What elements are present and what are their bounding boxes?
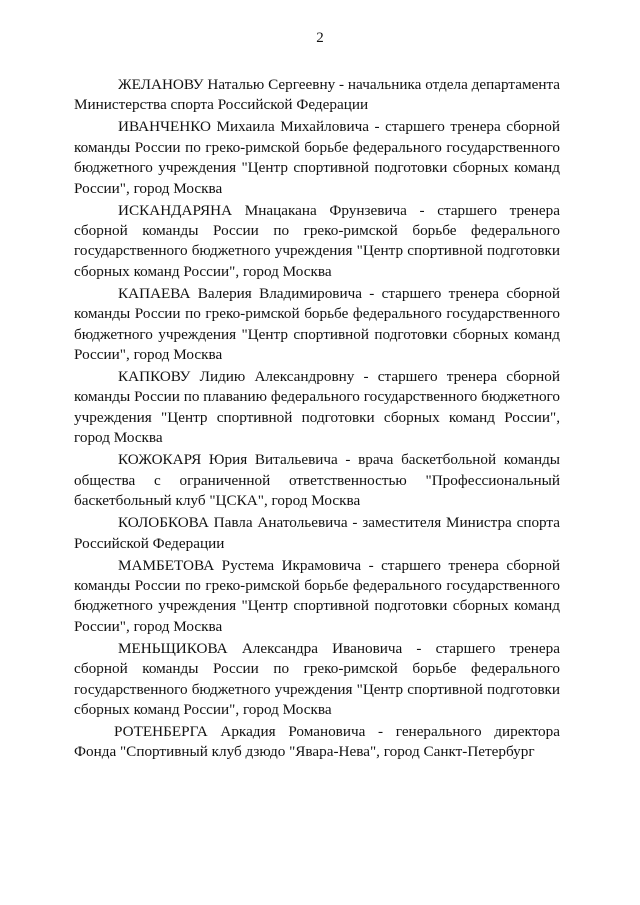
list-item xyxy=(74,450,560,511)
list-item xyxy=(74,117,560,199)
person-surname: ЖЕЛАНОВУ xyxy=(118,76,204,93)
list-item xyxy=(74,75,560,116)
list-item xyxy=(74,284,560,366)
person-details: Валерия Владимировича - старшего тренера сборной команды России по греко-римской борьбе федерального государственного бюджетного учреждения "Центр спортивной подготовки сборных команд России", город Москва xyxy=(74,284,561,364)
person-details: Рустема Икрамовича - старшего тренера сборной команды России по греко-римской борьбе федерального государственного бюджетного учреждения "Центр спортивной подготовки сборных команд России", город Москва xyxy=(74,556,561,635)
person-details: Мнацакана Фрунзевича - старшего тренера сборной команды России по греко-римской борьбе федерального государственного бюджетного учреждения "Центр спортивной подготовки сборных команд России", город Москва xyxy=(74,201,561,280)
list-item xyxy=(74,556,560,638)
person-surname: КОЛОБКОВА xyxy=(118,514,209,532)
person-surname: ИВАНЧЕНКО xyxy=(118,118,211,136)
person-details: Михаила Михайловича - старшего тренера сборной команды России по греко-римской борьбе федерального государственного бюджетного учреждения "Центр спортивной подготовки сборных команд России", город Москва xyxy=(74,118,560,197)
award-list xyxy=(74,75,560,764)
person-surname: МАМБЕТОВА xyxy=(118,556,215,574)
list-item xyxy=(74,722,560,763)
person-surname: МЕНЬЩИКОВА xyxy=(118,639,228,657)
person-details: Лидию Александровну - старшего тренера сборной команды России по плаванию федерального государственного бюджетного учреждения "Центр спортивной подготовки сборных команд России", город Москва xyxy=(74,368,560,447)
list-item xyxy=(74,639,560,721)
person-details: Павла Анатольевича - заместителя Министра спорта Российской Федерации xyxy=(74,514,561,552)
person-surname: КАПКОВУ xyxy=(118,368,191,386)
person-surname: РОТЕНБЕРГА xyxy=(114,722,208,740)
person-details: Наталью Сергеевну - начальника отдела департамента Министерства спорта Российской Федерации xyxy=(74,76,561,114)
person-details: Юрия Витальевича - врача баскетбольной команды общества с ограниченной ответственностью "Профессиональный баскетбольный клуб "ЦСКА", город Москва xyxy=(74,451,561,510)
list-item xyxy=(74,367,560,449)
page-number: 2 xyxy=(316,30,324,46)
list-item xyxy=(74,201,560,283)
person-surname: КОЖОКАРЯ xyxy=(118,451,202,469)
person-surname: ИСКАНДАРЯНА xyxy=(118,201,233,219)
person-details: Аркадия Романовича - генерального директора Фонда "Спортивный клуб дзюдо "Явара-Нева", город Санкт-Петербург xyxy=(74,722,560,761)
list-item xyxy=(74,513,560,554)
person-details: Александра Ивановича - старшего тренера сборной команды России по греко-римской борьбе федерального государственного бюджетного учреждения "Центр спортивной подготовки сборных команд России", город Москва xyxy=(74,639,561,718)
person-surname: КАПАЕВА xyxy=(118,284,191,302)
